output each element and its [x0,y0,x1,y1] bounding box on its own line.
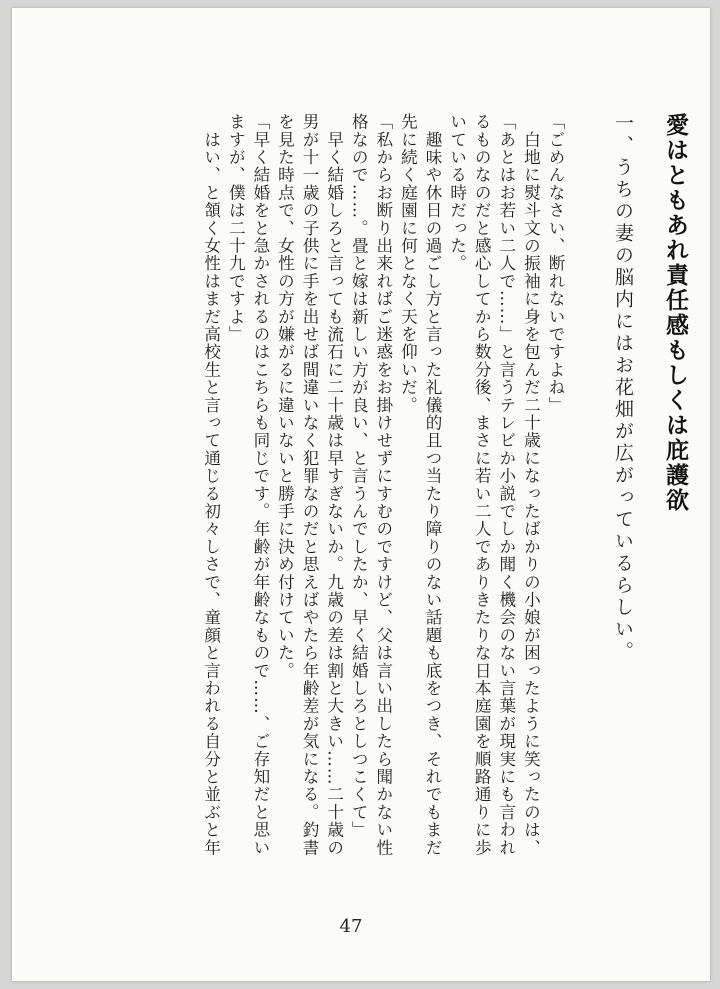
book-page [12,8,710,981]
text-line: いている時だった。 [447,113,467,273]
chapter-title: 愛はともあれ責任感もしくは庇護欲 [662,113,688,513]
text-line: 趣味や休日の過ごし方と言った礼儀的且つ当たり障りのない話題も底をつき、それでもまだ [423,113,443,857]
text-line: 先に続く庭園に何となく天を仰いだ。 [398,113,418,414]
text-line: 男が十一歳の子供に手を出せば間違いなく犯罪なのだと思えばやたら年齢差が気になる。釣書 [300,113,320,857]
text-line: 「早く結婚をと急かされるのはこちらも同じです。年齢が年齢なもので……、ご存知だと思い [250,113,270,857]
section-subtitle: 一、うちの妻の脳内にはお花畑が広がっているらしい。 [612,113,634,663]
text-line: 格なので……。畳と嫁は新しい方が良い、と言うんでしたか、早く結婚しろとしつこくて」 [349,113,369,839]
page-number: 47 [339,916,363,937]
vertical-text-block [95,113,695,903]
text-line: 「あとはお若い二人で……」と言うテレビか小説でしか聞く機会のない言葉が現実にも言われ [496,113,516,857]
text-line: 白地に熨斗文の振袖に身を包んだ二十歳になったばかりの小娘が困ったように笑ったのは、 [521,113,541,857]
text-line: を見た時点で、女性の方が嫌がるに違いないと勝手に決め付けていた。 [275,113,295,680]
text-line: ますが、僕は二十九ですよ」 [226,113,246,344]
text-line: 早く結婚しろと言っても流石に二十歳は早すぎないか。九歳の差は割と大きい……二十歳の [324,113,344,857]
text-line: るものなのだと感心してから数分後、まさに若い二人でありきたりな日本庭園を順路通りに歩 [472,113,492,857]
text-line: 「ごめんなさい、断れないですよね」 [546,113,565,414]
text-line: 「私からお断り出来ればご迷惑をお掛けせずにすむのですけど、父は言い出したら聞かない性 [373,113,393,857]
text-line: はい、と頷く女性はまだ高校生と言って通じる初々しさで、童顔と言われる自分と並ぶと年 [201,113,221,857]
